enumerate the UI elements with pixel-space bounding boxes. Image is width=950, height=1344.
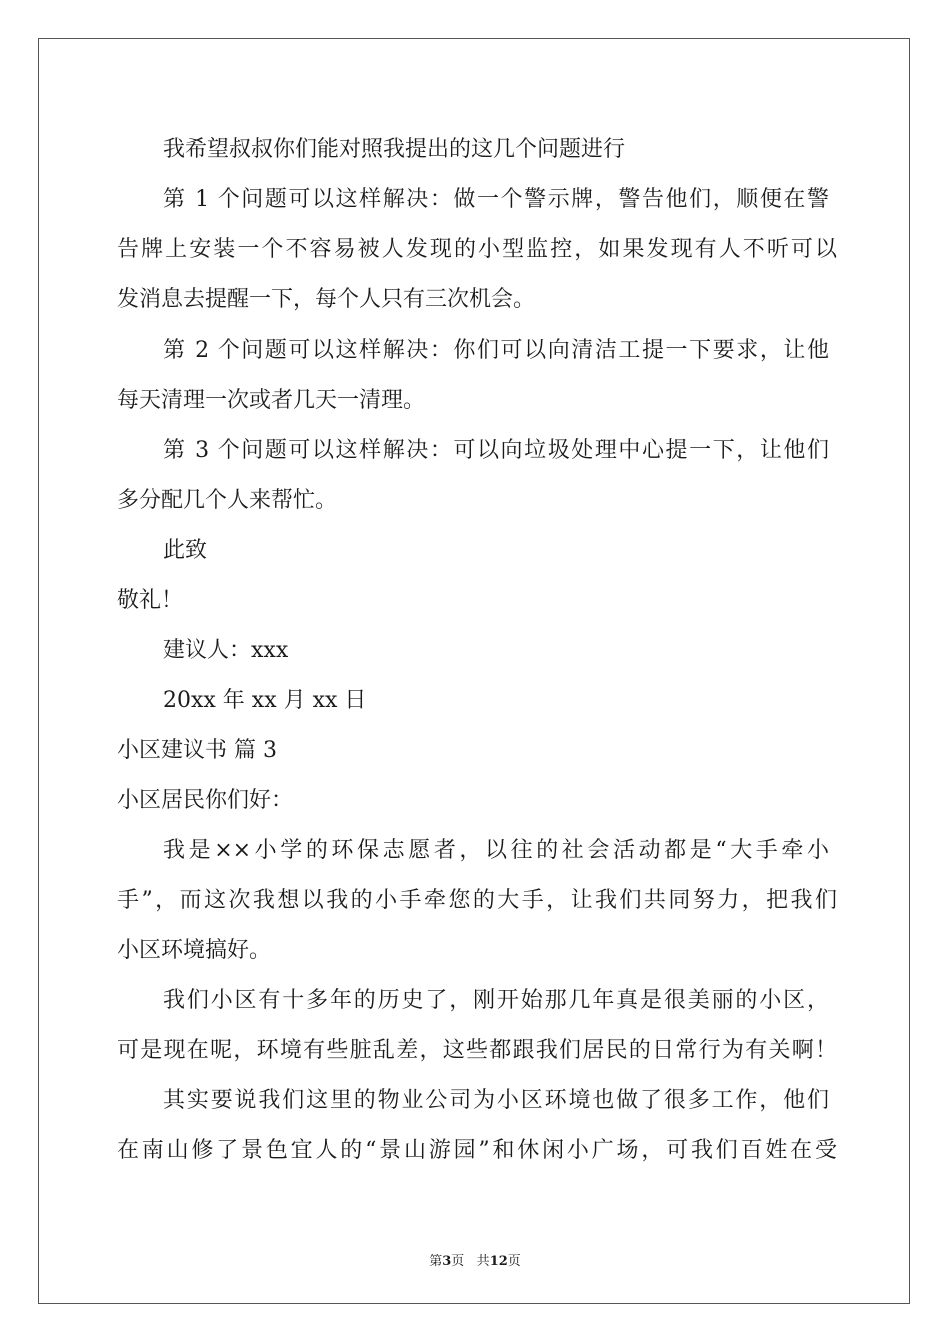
body-line: 手”，而这次我想以我的小手牵您的大手，让我们共同努力，把我们: [117, 888, 837, 913]
body-line: 第 2 个问题可以这样解决：你们可以向清洁工提一下要求，让他: [163, 338, 829, 363]
body-line: 我们小区有十多年的历史了，刚开始那几年真是很美丽的小区，: [163, 988, 829, 1013]
closing-salutation: 此致: [163, 538, 208, 563]
body-line: 每天清理一次或者几天一清理。: [117, 388, 426, 413]
body-line: 其实要说我们这里的物业公司为小区环境也做了很多工作，他们: [163, 1088, 829, 1113]
greeting: 小区居民你们好：: [117, 788, 294, 813]
page-footer: [0, 1250, 950, 1269]
body-line: 可是现在呢，环境有些脏乱差，这些都跟我们居民的日常行为有关啊！: [117, 1038, 837, 1063]
page-frame: [38, 38, 910, 1304]
page-label-prefix: 第: [429, 1254, 443, 1269]
body-line: 小区环境搞好。: [117, 938, 272, 963]
body-line: 第 1 个问题可以这样解决：做一个警示牌，警告他们，顺便在警: [163, 187, 829, 212]
page-number: 3: [442, 1254, 452, 1269]
body-line: 我是××小学的环保志愿者，以往的社会活动都是“大手牵小: [163, 838, 829, 863]
body-line: 我希望叔叔你们能对照我提出的这几个问题进行: [163, 137, 626, 162]
signature-date: 20xx 年 xx 月 xx 日: [163, 688, 367, 713]
page-label-suffix: 页: [451, 1254, 465, 1269]
body-line: 发消息去提醒一下，每个人只有三次机会。: [117, 287, 536, 312]
closing-regards: 敬礼！: [117, 588, 184, 613]
body-line: 第 3 个问题可以这样解决：可以向垃圾处理中心提一下，让他们: [163, 438, 829, 463]
total-pages: 12: [489, 1254, 508, 1269]
body-line: 在南山修了景色宜人的“景山游园”和休闲小广场，可我们百姓在受: [117, 1138, 837, 1163]
section-heading: 小区建议书 篇 3: [117, 738, 277, 763]
body-line: 多分配几个人来帮忙。: [117, 488, 338, 513]
total-label-suffix: 页: [507, 1254, 521, 1269]
total-label-prefix: 共: [476, 1254, 490, 1269]
signature-proposer: 建议人：xxx: [163, 638, 289, 663]
body-line: 告牌上安装一个不容易被人发现的小型监控，如果发现有人不听可以: [117, 237, 837, 262]
